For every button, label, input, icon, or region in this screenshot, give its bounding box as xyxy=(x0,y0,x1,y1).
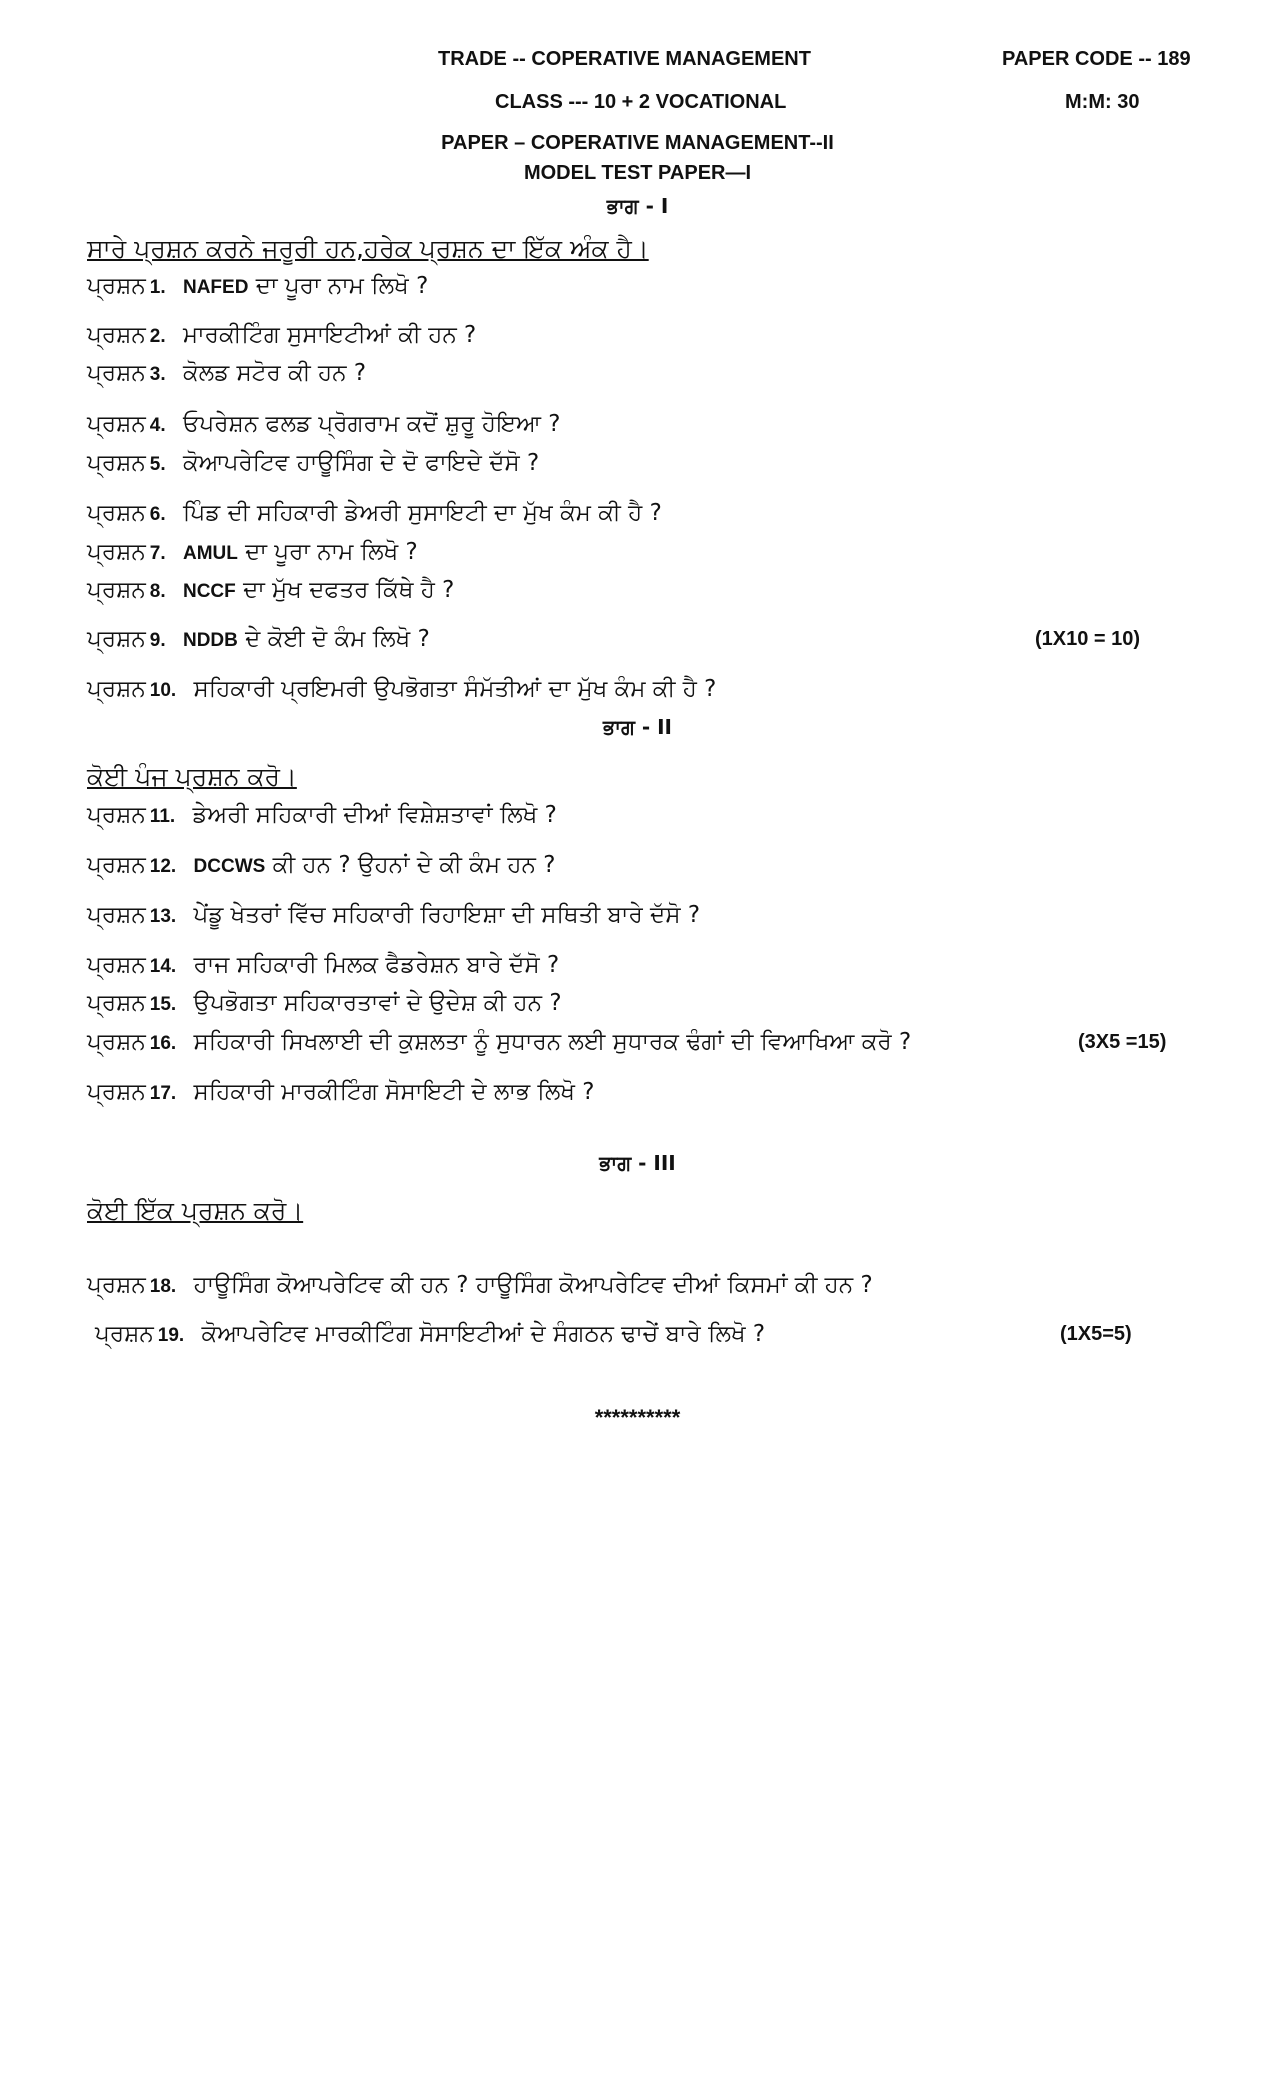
question-label: ਪ੍ਰਸ਼ਨ xyxy=(87,852,146,878)
question-15 xyxy=(87,988,562,1020)
question-number: 15. xyxy=(149,994,177,1015)
question-text: ਸਹਿਕਾਰੀ ਪ੍ਰਇਮਰੀ ਉਪਭੋਗਤਾ ਸੰਮੱਤੀਆਂ ਦਾ ਮੁੱਖ ਕੰਮ ਕੀ ਹੈ ? xyxy=(193,676,717,702)
question-label: ਪ੍ਰਸ਼ਨ xyxy=(87,411,146,437)
question-number: 18. xyxy=(149,1276,177,1297)
question-label: ਪ੍ਰਸ਼ਨ xyxy=(87,322,146,348)
question-8 xyxy=(87,575,454,607)
trade-title: TRADE -- COPERATIVE MANAGEMENT xyxy=(438,48,811,70)
question-number: 11. xyxy=(149,806,176,827)
question-number: 5. xyxy=(149,454,166,475)
question-text: ਡੇਅਰੀ ਸਹਿਕਾਰੀ ਦੀਆਂ ਵਿਸ਼ੇਸ਼ਤਾਵਾਂ ਲਿਖੋ ? xyxy=(192,802,557,828)
question-5 xyxy=(87,448,539,480)
question-label: ਪ੍ਰਸ਼ਨ xyxy=(87,676,146,702)
question-text: ਕੋਲਡ ਸਟੋਰ ਕੀ ਹਨ ? xyxy=(182,360,367,386)
question-label: ਪ੍ਰਸ਼ਨ xyxy=(87,1272,146,1298)
question-text: ਰਾਜ ਸਹਿਕਾਰੀ ਮਿਲਕ ਫੈਡਰੇਸ਼ਨ ਬਾਰੇ ਦੱਸੋ ? xyxy=(193,952,560,978)
question-label: ਪ੍ਰਸ਼ਨ xyxy=(87,902,146,928)
question-10 xyxy=(87,674,716,706)
section-3-marks: (1X5=5) xyxy=(1060,1323,1132,1345)
question-code: NAFED xyxy=(182,277,249,298)
paper-title: PAPER – COPERATIVE MANAGEMENT--II xyxy=(441,132,834,154)
question-text: ਦਾ ਮੁੱਖ ਦਫਤਰ ਕਿੱਥੇ ਹੈ ? xyxy=(243,577,455,603)
question-number: 10. xyxy=(149,680,177,701)
question-text: ਉਪਭੋਗਤਾ ਸਹਿਕਾਰਤਾਵਾਂ ਦੇ ਉਦੇਸ਼ ਕੀ ਹਨ ? xyxy=(193,990,562,1016)
question-number: 4. xyxy=(149,415,166,436)
question-1 xyxy=(87,271,428,303)
question-label: ਪ੍ਰਸ਼ਨ xyxy=(87,626,146,652)
question-number: 7. xyxy=(149,543,166,564)
question-number: 8. xyxy=(149,581,166,602)
question-number: 12. xyxy=(149,856,177,877)
question-label: ਪ੍ਰਸ਼ਨ xyxy=(87,1079,146,1105)
question-text: ਦਾ ਪੂਰਾ ਨਾਮ ਲਿਖੋ ? xyxy=(255,273,429,299)
question-number: 17. xyxy=(149,1083,177,1104)
question-label: ਪ੍ਰਸ਼ਨ xyxy=(87,450,146,476)
question-18 xyxy=(87,1270,873,1302)
question-number: 14. xyxy=(149,956,177,977)
question-11 xyxy=(87,800,557,832)
question-number: 2. xyxy=(149,326,166,347)
question-9 xyxy=(87,624,430,656)
question-text: ਕੀ ਹਨ ? ਉਹਨਾਂ ਦੇ ਕੀ ਕੰਮ ਹਨ ? xyxy=(272,852,556,878)
question-3 xyxy=(87,358,366,390)
question-label: ਪ੍ਰਸ਼ਨ xyxy=(87,802,146,828)
question-13 xyxy=(87,900,700,932)
question-text: ਪੇਂਡੂ ਖੇਤਰਾਂ ਵਿੱਚ ਸਹਿਕਾਰੀ ਰਿਹਾਇਸ਼ਾ ਦੀ ਸਥਿਤੀ ਬਾਰੇ ਦੱਸੋ ? xyxy=(193,902,701,928)
section-2-instruction: ਕੋਈ ਪੰਜ ਪ੍ਰਸ਼ਨ ਕਰੋ। xyxy=(87,762,297,791)
question-label: ਪ੍ਰਸ਼ਨ xyxy=(95,1321,154,1347)
paper-code: PAPER CODE -- 189 xyxy=(1002,48,1191,70)
model-test-title: MODEL TEST PAPER—I xyxy=(523,162,752,184)
question-text: ਸਹਿਕਾਰੀ ਸਿਖਲਾਈ ਦੀ ਕੁਸ਼ਲਤਾ ਨੂੰ ਸੁਧਾਰਨ ਲਈ ਸੁਧਾਰਕ ਢੰਗਾਂ ਦੀ ਵਿਆਖਿਆ ਕਰੋ ? xyxy=(193,1029,912,1055)
question-code: NCCF xyxy=(182,581,236,602)
question-label: ਪ੍ਰਸ਼ਨ xyxy=(87,539,146,565)
question-code: DCCWS xyxy=(193,856,266,877)
section-1-marks: (1X10 = 10) xyxy=(1035,628,1141,650)
question-4 xyxy=(87,409,561,441)
section-2-title: ਭਾਗ - II xyxy=(602,715,672,739)
question-number: 1. xyxy=(149,277,166,298)
question-code: NDDB xyxy=(182,630,238,651)
question-text: ਦਾ ਪੂਰਾ ਨਾਮ ਲਿਖੋ ? xyxy=(245,539,418,565)
question-text: ਕੋਆਪਰੇਟਿਵ ਮਾਰਕੀਟਿੰਗ ਸੋਸਾਇਟੀਆਂ ਦੇ ਸੰਗਠਨ ਢਾਚੇਂ ਬਾਰੇ ਲਿਖੋ ? xyxy=(201,1321,766,1347)
question-number: 9. xyxy=(149,630,166,651)
question-text: ਓਪਰੇਸ਼ਨ ਫਲਡ ਪ੍ਰੋਗਰਾਮ ਕਦੋਂ ਸ਼ੁਰੂ ਹੋਇਆ ? xyxy=(182,411,561,437)
question-number: 3. xyxy=(149,364,166,385)
class-label: CLASS --- 10 + 2 VOCATIONAL xyxy=(495,91,787,113)
section-3-title: ਭਾਗ - III xyxy=(599,1151,676,1175)
question-label: ਪ੍ਰਸ਼ਨ xyxy=(87,990,146,1016)
section-1-title: ਭਾਗ - I xyxy=(606,194,669,218)
question-text: ਦੇ ਕੋਈ ਦੋ ਕੰਮ ਲਿਖੋ ? xyxy=(245,626,430,652)
question-text: ਸਹਿਕਾਰੀ ਮਾਰਕੀਟਿੰਗ ਸੋਸਾਇਟੀ ਦੇ ਲਾਭ ਲਿਖੋ ? xyxy=(193,1079,595,1105)
question-number: 19. xyxy=(157,1325,185,1346)
section-2-marks: (3X5 =15) xyxy=(1078,1031,1167,1053)
question-text: ਹਾਊਸਿੰਗ ਕੋਆਪਰੇਟਿਵ ਕੀ ਹਨ ? ਹਾਊਸਿੰਗ ਕੋਆਪਰੇਟਿਵ ਦੀਆਂ ਕਿਸਮਾਂ ਕੀ ਹਨ ? xyxy=(193,1272,873,1298)
question-label: ਪ੍ਰਸ਼ਨ xyxy=(87,1029,146,1055)
question-12 xyxy=(87,850,555,882)
question-label: ਪ੍ਰਸ਼ਨ xyxy=(87,952,146,978)
question-number: 13. xyxy=(149,906,177,927)
question-label: ਪ੍ਰਸ਼ਨ xyxy=(87,360,146,386)
question-code: AMUL xyxy=(182,543,238,564)
question-19 xyxy=(95,1319,765,1351)
question-text: ਕੋਆਪਰੇਟਿਵ ਹਾਊਸਿੰਗ ਦੇ ਦੋ ਫਾਇਦੇ ਦੱਸੋ ? xyxy=(182,450,540,476)
question-label: ਪ੍ਰਸ਼ਨ xyxy=(87,577,146,603)
question-2 xyxy=(87,320,476,352)
question-label: ਪ੍ਰਸ਼ਨ xyxy=(87,273,146,299)
question-16 xyxy=(87,1027,911,1059)
question-text: ਪਿੰਡ ਦੀ ਸਹਿਕਾਰੀ ਡੇਅਰੀ ਸੁਸਾਇਟੀ ਦਾ ਮੁੱਖ ਕੰਮ ਕੀ ਹੈ ? xyxy=(182,500,662,526)
section-3-instruction: ਕੋਈ ਇੱਕ ਪ੍ਰਸ਼ਨ ਕਰੋ। xyxy=(87,1196,304,1225)
question-6 xyxy=(87,498,662,530)
section-1-instruction: ਸਾਰੇ ਪ੍ਰਸ਼ਨ ਕਰਨੇ ਜਰੂਰੀ ਹਨ,ਹਰੇਕ ਪ੍ਰਸ਼ਨ ਦਾ ਇੱਕ ਅੰਕ ਹੈ। xyxy=(87,234,649,263)
question-label: ਪ੍ਰਸ਼ਨ xyxy=(87,500,146,526)
question-7 xyxy=(87,537,418,569)
question-number: 16. xyxy=(149,1033,177,1054)
question-17 xyxy=(87,1077,595,1109)
end-marker: ********** xyxy=(594,1405,681,1430)
question-text: ਮਾਰਕੀਟਿੰਗ ਸੁਸਾਇਟੀਆਂ ਕੀ ਹਨ ? xyxy=(182,322,477,348)
max-marks: M:M: 30 xyxy=(1065,91,1140,113)
question-14 xyxy=(87,950,559,982)
question-number: 6. xyxy=(149,504,166,525)
